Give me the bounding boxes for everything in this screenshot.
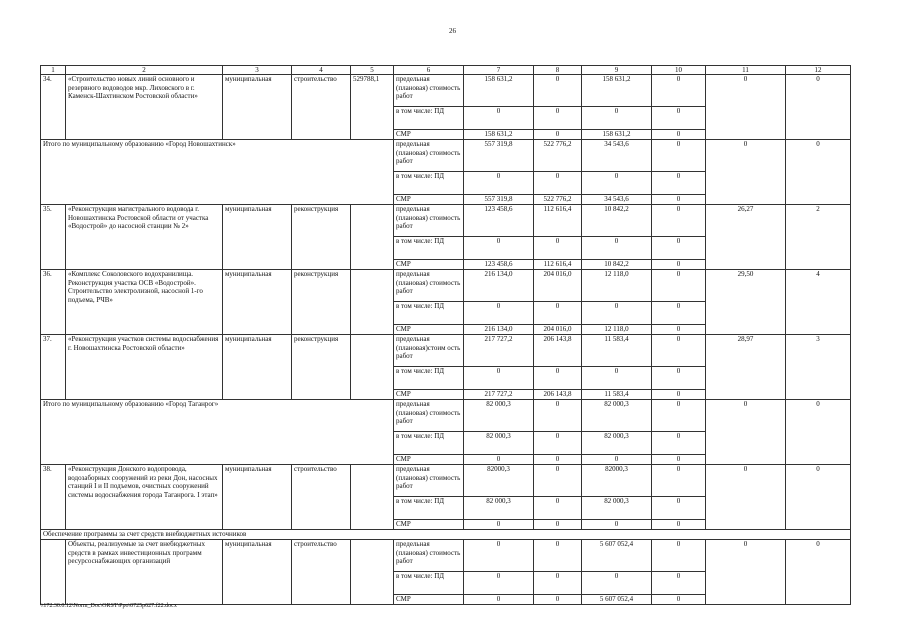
cost-col7: 123 458,6 xyxy=(464,260,534,270)
cost-col10: 0 xyxy=(652,335,706,367)
indicator-col12: 3 xyxy=(786,335,851,400)
cost-col8: 0 xyxy=(534,237,582,260)
capacity-value xyxy=(351,540,394,605)
cost-label: предельная (плановая) стоимость работ xyxy=(394,270,464,302)
cost-col10: 0 xyxy=(652,540,706,572)
cost-label: в том числе: ПД xyxy=(394,302,464,325)
cost-col7: 123 458,6 xyxy=(464,205,534,237)
cost-col8: 0 xyxy=(534,520,582,530)
total-name: Итого по муниципальному образованию «Город Таганрог» xyxy=(41,400,394,465)
table-body xyxy=(41,75,851,605)
ownership-form: муниципальная xyxy=(223,335,292,400)
cost-col10: 0 xyxy=(652,390,706,400)
cost-col8: 0 xyxy=(534,75,582,107)
header-cell: 8 xyxy=(534,66,582,75)
cost-col7: 0 xyxy=(464,595,534,605)
cost-label: СМР xyxy=(394,325,464,335)
cost-col10: 0 xyxy=(652,302,706,325)
cost-col10: 0 xyxy=(652,75,706,107)
cost-col9: 0 xyxy=(582,572,652,595)
capacity-value: 529788,1 xyxy=(351,75,394,140)
cost-col10: 0 xyxy=(652,195,706,205)
cost-label: в том числе: ПД xyxy=(394,107,464,130)
cost-label: предельная (плановая) стоимость работ xyxy=(394,140,464,172)
object-name: «Комплекс Соколовского водохранилища. Реконструкция участка ОСВ «Водострой». Строительство электролизной, насосной 1-го подъема, РЧВ» xyxy=(66,270,223,335)
cost-col7: 0 xyxy=(464,520,534,530)
ownership-form: муниципальная xyxy=(223,205,292,270)
cost-col8: 0 xyxy=(534,400,582,432)
cost-label: СМР xyxy=(394,595,464,605)
cost-col8: 0 xyxy=(534,595,582,605)
cost-col10: 0 xyxy=(652,237,706,260)
table-row xyxy=(41,540,851,572)
cost-col7: 557 319,8 xyxy=(464,195,534,205)
cost-col8: 0 xyxy=(534,540,582,572)
row-number: 34. xyxy=(41,75,66,140)
ownership-form: муниципальная xyxy=(223,540,292,605)
cost-col9: 11 583,4 xyxy=(582,390,652,400)
header-cell: 10 xyxy=(652,66,706,75)
cost-col7: 0 xyxy=(464,237,534,260)
cost-col9: 5 607 052,4 xyxy=(582,540,652,572)
cost-col8: 0 xyxy=(534,572,582,595)
cost-col9: 158 631,2 xyxy=(582,75,652,107)
cost-col9: 5 607 052,4 xyxy=(582,595,652,605)
header-cell: 6 xyxy=(394,66,464,75)
row-number xyxy=(41,540,66,605)
cost-col9: 158 631,2 xyxy=(582,130,652,140)
cost-col9: 34 543,6 xyxy=(582,140,652,172)
cost-col10: 0 xyxy=(652,325,706,335)
cost-col9: 82000,3 xyxy=(582,465,652,497)
table-row xyxy=(41,465,851,497)
cost-col9: 82 000,3 xyxy=(582,432,652,455)
object-name: «Реконструкция Донского водопровода, водозаборных сооружений из реки Дон, насосных станций I и II подъемов, очистных сооружений системы водоснабжения города Таганрога. I этап» xyxy=(66,465,223,530)
cost-col9: 10 842,2 xyxy=(582,205,652,237)
page-number: 26 xyxy=(449,27,456,35)
ownership-form: муниципальная xyxy=(223,465,292,530)
capacity-value xyxy=(351,465,394,530)
cost-col8: 0 xyxy=(534,455,582,465)
cost-col8: 112 616,4 xyxy=(534,260,582,270)
cost-col9: 0 xyxy=(582,107,652,130)
cost-col8: 0 xyxy=(534,367,582,390)
cost-col8: 522 776,2 xyxy=(534,140,582,172)
cost-col8: 0 xyxy=(534,107,582,130)
row-number: 36. xyxy=(41,270,66,335)
cost-col8: 204 016,0 xyxy=(534,325,582,335)
cost-col8: 206 143,8 xyxy=(534,390,582,400)
object-name: «Строительство новых линий основного и резервного водоводов мкр. Лиховского в г. Каменск-Шахтинском Ростовской области» xyxy=(66,75,223,140)
cost-col8: 204 016,0 xyxy=(534,270,582,302)
cost-label: в том числе: ПД xyxy=(394,172,464,195)
indicator-col11: 0 xyxy=(706,465,786,530)
cost-label: СМР xyxy=(394,455,464,465)
capacity-value xyxy=(351,335,394,400)
cost-col7: 0 xyxy=(464,172,534,195)
cost-label: предельная (плановая) стоимость работ xyxy=(394,400,464,432)
cost-label: в том числе: ПД xyxy=(394,367,464,390)
cost-col7: 216 134,0 xyxy=(464,270,534,302)
cost-label: в том числе: ПД xyxy=(394,432,464,455)
cost-col9: 12 118,0 xyxy=(582,270,652,302)
table-row xyxy=(41,335,851,367)
indicator-col11: 29,50 xyxy=(706,270,786,335)
work-type: реконструкция xyxy=(292,335,351,400)
cost-label: в том числе: ПД xyxy=(394,497,464,520)
cost-col7: 82000,3 xyxy=(464,465,534,497)
cost-col7: 216 134,0 xyxy=(464,325,534,335)
header-cell: 5 xyxy=(351,66,394,75)
cost-label: СМР xyxy=(394,130,464,140)
cost-col7: 217 727,2 xyxy=(464,335,534,367)
cost-col7: 217 727,2 xyxy=(464,390,534,400)
cost-col9: 0 xyxy=(582,302,652,325)
cost-col7: 0 xyxy=(464,367,534,390)
total-name: Итого по муниципальному образованию «Город Новошахтинск» xyxy=(41,140,394,205)
cost-label: СМР xyxy=(394,520,464,530)
cost-col10: 0 xyxy=(652,497,706,520)
section-row xyxy=(41,530,851,540)
header-cell: 3 xyxy=(223,66,292,75)
table-row xyxy=(41,400,851,432)
indicator-col12: 0 xyxy=(786,540,851,605)
cost-col7: 0 xyxy=(464,107,534,130)
object-name: «Реконструкция участков системы водоснабжения г. Новошахтинска Ростовской области» xyxy=(66,335,223,400)
file-path: \\172.30.0.12\Norm_Doc\ORST\Ppo\0725p627.f22.docx xyxy=(40,603,177,609)
object-name: «Реконструкция магистрального водовода г. Новошахтинска Ростовской области от участка «Водострой» до насосной станции № 2» xyxy=(66,205,223,270)
indicator-col11: 0 xyxy=(706,540,786,605)
cost-col8: 112 616,4 xyxy=(534,205,582,237)
indicator-col11: 26,27 xyxy=(706,205,786,270)
cost-col7: 557 319,8 xyxy=(464,140,534,172)
cost-label: СМР xyxy=(394,260,464,270)
ownership-form: муниципальная xyxy=(223,75,292,140)
indicator-col11: 28,97 xyxy=(706,335,786,400)
cost-col9: 82 000,3 xyxy=(582,497,652,520)
cost-col9: 0 xyxy=(582,172,652,195)
indicator-col12: 0 xyxy=(786,140,851,205)
cost-col8: 0 xyxy=(534,465,582,497)
table-row xyxy=(41,140,851,172)
cost-col9: 10 842,2 xyxy=(582,260,652,270)
cost-col8: 206 143,8 xyxy=(534,335,582,367)
cost-col9: 11 583,4 xyxy=(582,335,652,367)
program-table xyxy=(40,65,851,605)
work-type: реконструкция xyxy=(292,270,351,335)
capacity-value xyxy=(351,205,394,270)
cost-col10: 0 xyxy=(652,432,706,455)
indicator-col12: 4 xyxy=(786,270,851,335)
table-row xyxy=(41,205,851,237)
cost-label: в том числе: ПД xyxy=(394,572,464,595)
row-number: 35. xyxy=(41,205,66,270)
cost-col10: 0 xyxy=(652,455,706,465)
cost-col8: 0 xyxy=(534,497,582,520)
work-type: строительство xyxy=(292,540,351,605)
cost-col9: 0 xyxy=(582,455,652,465)
cost-col9: 0 xyxy=(582,367,652,390)
cost-col10: 0 xyxy=(652,140,706,172)
cost-col7: 0 xyxy=(464,572,534,595)
cost-col9: 82 000,3 xyxy=(582,400,652,432)
cost-label: предельная (плановая) стоимость работ xyxy=(394,75,464,107)
cost-col9: 0 xyxy=(582,520,652,530)
cost-col7: 82 000,3 xyxy=(464,432,534,455)
capacity-value xyxy=(351,270,394,335)
indicator-col12: 0 xyxy=(786,400,851,465)
indicator-col12: 0 xyxy=(786,75,851,140)
indicator-col11: 0 xyxy=(706,140,786,205)
cost-col8: 0 xyxy=(534,172,582,195)
cost-col7: 158 631,2 xyxy=(464,130,534,140)
cost-label: СМР xyxy=(394,390,464,400)
indicator-col12: 0 xyxy=(786,465,851,530)
cost-col8: 0 xyxy=(534,302,582,325)
cost-col7: 0 xyxy=(464,455,534,465)
header-cell: 9 xyxy=(582,66,652,75)
cost-col9: 34 543,6 xyxy=(582,195,652,205)
cost-label: в том числе: ПД xyxy=(394,237,464,260)
row-number: 38. xyxy=(41,465,66,530)
cost-col10: 0 xyxy=(652,172,706,195)
work-type: реконструкция xyxy=(292,205,351,270)
indicator-col12: 2 xyxy=(786,205,851,270)
cost-col8: 0 xyxy=(534,130,582,140)
cost-col10: 0 xyxy=(652,270,706,302)
ownership-form: муниципальная xyxy=(223,270,292,335)
cost-col10: 0 xyxy=(652,205,706,237)
header-cell: 7 xyxy=(464,66,534,75)
indicator-col11: 0 xyxy=(706,75,786,140)
cost-label: предельная (плановая) стоимость работ xyxy=(394,465,464,497)
cost-col10: 0 xyxy=(652,107,706,130)
cost-col9: 0 xyxy=(582,237,652,260)
cost-label: предельная (плановая) стоимость работ xyxy=(394,540,464,572)
cost-col10: 0 xyxy=(652,260,706,270)
header-row xyxy=(41,66,851,75)
cost-col7: 158 631,2 xyxy=(464,75,534,107)
cost-col7: 82 000,3 xyxy=(464,497,534,520)
cost-label: предельная (плановая) стоимость работ xyxy=(394,205,464,237)
object-name: Объекты, реализуемые за счет внебюджетных средств в рамках инвестиционных программ ресурсоснабжающих организаций xyxy=(66,540,223,605)
cost-col10: 0 xyxy=(652,520,706,530)
header-cell: 11 xyxy=(706,66,786,75)
table-row xyxy=(41,270,851,302)
cost-col9: 12 118,0 xyxy=(582,325,652,335)
header-cell: 12 xyxy=(786,66,851,75)
section-title: Обеспечение программы за счет средств внебюджетных источников xyxy=(41,530,851,540)
row-number: 37. xyxy=(41,335,66,400)
cost-label: предельная (плановая)стоим ость работ xyxy=(394,335,464,367)
cost-label: СМР xyxy=(394,195,464,205)
indicator-col11: 0 xyxy=(706,400,786,465)
cost-col10: 0 xyxy=(652,595,706,605)
cost-col10: 0 xyxy=(652,400,706,432)
header-cell: 1 xyxy=(41,66,66,75)
table-row xyxy=(41,75,851,107)
work-type: строительство xyxy=(292,75,351,140)
header-cell: 4 xyxy=(292,66,351,75)
cost-col8: 0 xyxy=(534,432,582,455)
cost-col10: 0 xyxy=(652,465,706,497)
cost-col7: 0 xyxy=(464,302,534,325)
header-cell: 2 xyxy=(66,66,223,75)
cost-col10: 0 xyxy=(652,572,706,595)
cost-col10: 0 xyxy=(652,130,706,140)
cost-col7: 82 000,3 xyxy=(464,400,534,432)
cost-col10: 0 xyxy=(652,367,706,390)
work-type: строительство xyxy=(292,465,351,530)
cost-col8: 522 776,2 xyxy=(534,195,582,205)
cost-col7: 0 xyxy=(464,540,534,572)
